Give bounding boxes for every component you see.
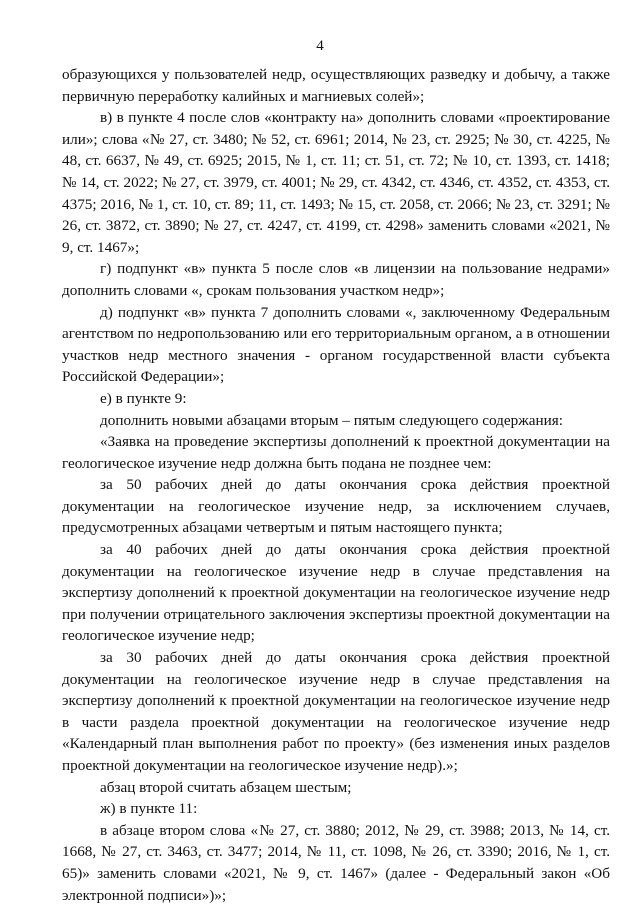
paragraph-item-zh: ж) в пункте 11:	[100, 800, 198, 818]
paragraph-item-v: в) в пункте 4 после слов «контракту на» дополнить словами «проектирование или»; слова «№ 27, ст. 3480; № 52, ст. 6961; 2014, № 23, ст. 2925; № 30, ст. 4225, № 48, ст. 6637, № 49, ст. 6925; 2015, № 1, ст. 11; ст. 51, ст. 72; № 10, ст. 1393, ст. 1418; № 14, ст. 2022; № 27, ст. 3979, ст. 4001; № 29, ст. 4342, ст. 4346, ст. 4352, ст. 4353, ст. 4375; 2016, № 1, ст. 10, ст. 89; 11, ст. 1493; № 15, ст. 2058, ст. 2066; № 23, ст. 3291; № 26, ст. 3872, ст. 3890; № 27, ст. 4247, ст. 4199, ст. 4298» заменить словами «2021, № 9, ст. 1467»;	[62, 109, 610, 256]
document-body	[62, 64, 610, 906]
paragraph-item-g: г) подпункт «в» пункта 5 после слов «в лицензии на пользование недрами» дополнить словами «, срокам пользования участком недр»;	[62, 260, 610, 299]
paragraph-add-abzacy: дополнить новыми абзацами вторым – пятым следующего содержания:	[100, 411, 563, 429]
paragraph-40-days: за 40 рабочих дней до даты окончания срока действия проектной документации на геологическое изучение недр в случае представления на экспертизу дополнений к проектной документации на геологическое изучение недр при получении отрицательного заключения экспертизы проектной документации на геологическое изучение недр;	[62, 541, 610, 645]
paragraph-abzac-vtoroy: абзац второй считать абзацем шестым;	[100, 778, 352, 796]
paragraph-item-e: е) в пункте 9:	[100, 389, 187, 407]
paragraph-quote-intro: «Заявка на проведение экспертизы дополнений к проектной документации на геологическое изучение недр должна быть подана не позднее чем:	[62, 433, 610, 472]
paragraph-30-days: за 30 рабочих дней до даты окончания срока действия проектной документации на геологическое изучение недр в случае представления на экспертизу дополнений к проектной документации на геологическое изучение недр в части раздела проектной документации на геологическое изучение недр «Календарный план выполнения работ по проекту» (без изменения иных разделов проектной документации на геологическое изучение недр).»;	[62, 649, 610, 774]
page-number: 4	[316, 38, 324, 54]
paragraph-item-d: д) подпункт «в» пункта 7 дополнить словами «, заключенному Федеральным агентством по недропользованию или его территориальным органом, а в отношении участков недр местного значения - органом государственной власти субъекта Российской Федерации»;	[62, 303, 610, 386]
paragraph-50-days: за 50 рабочих дней до даты окончания срока действия проектной документации на геологическое изучение недр, за исключением случаев, предусмотренных абзацами четвертым и пятым настоящего пункта;	[62, 476, 610, 537]
paragraph-continuation: образующихся у пользователей недр, осуществляющих разведку и добычу, а также первичную переработку калийных и магниевых солей»;	[62, 66, 610, 105]
paragraph-abzac-vtorom: в абзаце втором слова «№ 27, ст. 3880; 2012, № 29, ст. 3988; 2013, № 14, ст. 1668, № 27, ст. 3463, ст. 3477; 2014, № 11, ст. 1098, № 26, ст. 3390; 2016, № 1, ст. 65)» заменить словами «2021, № 9, ст. 1467» (далее - Федеральный закон «Об электронной подписи»)»;	[62, 821, 610, 904]
